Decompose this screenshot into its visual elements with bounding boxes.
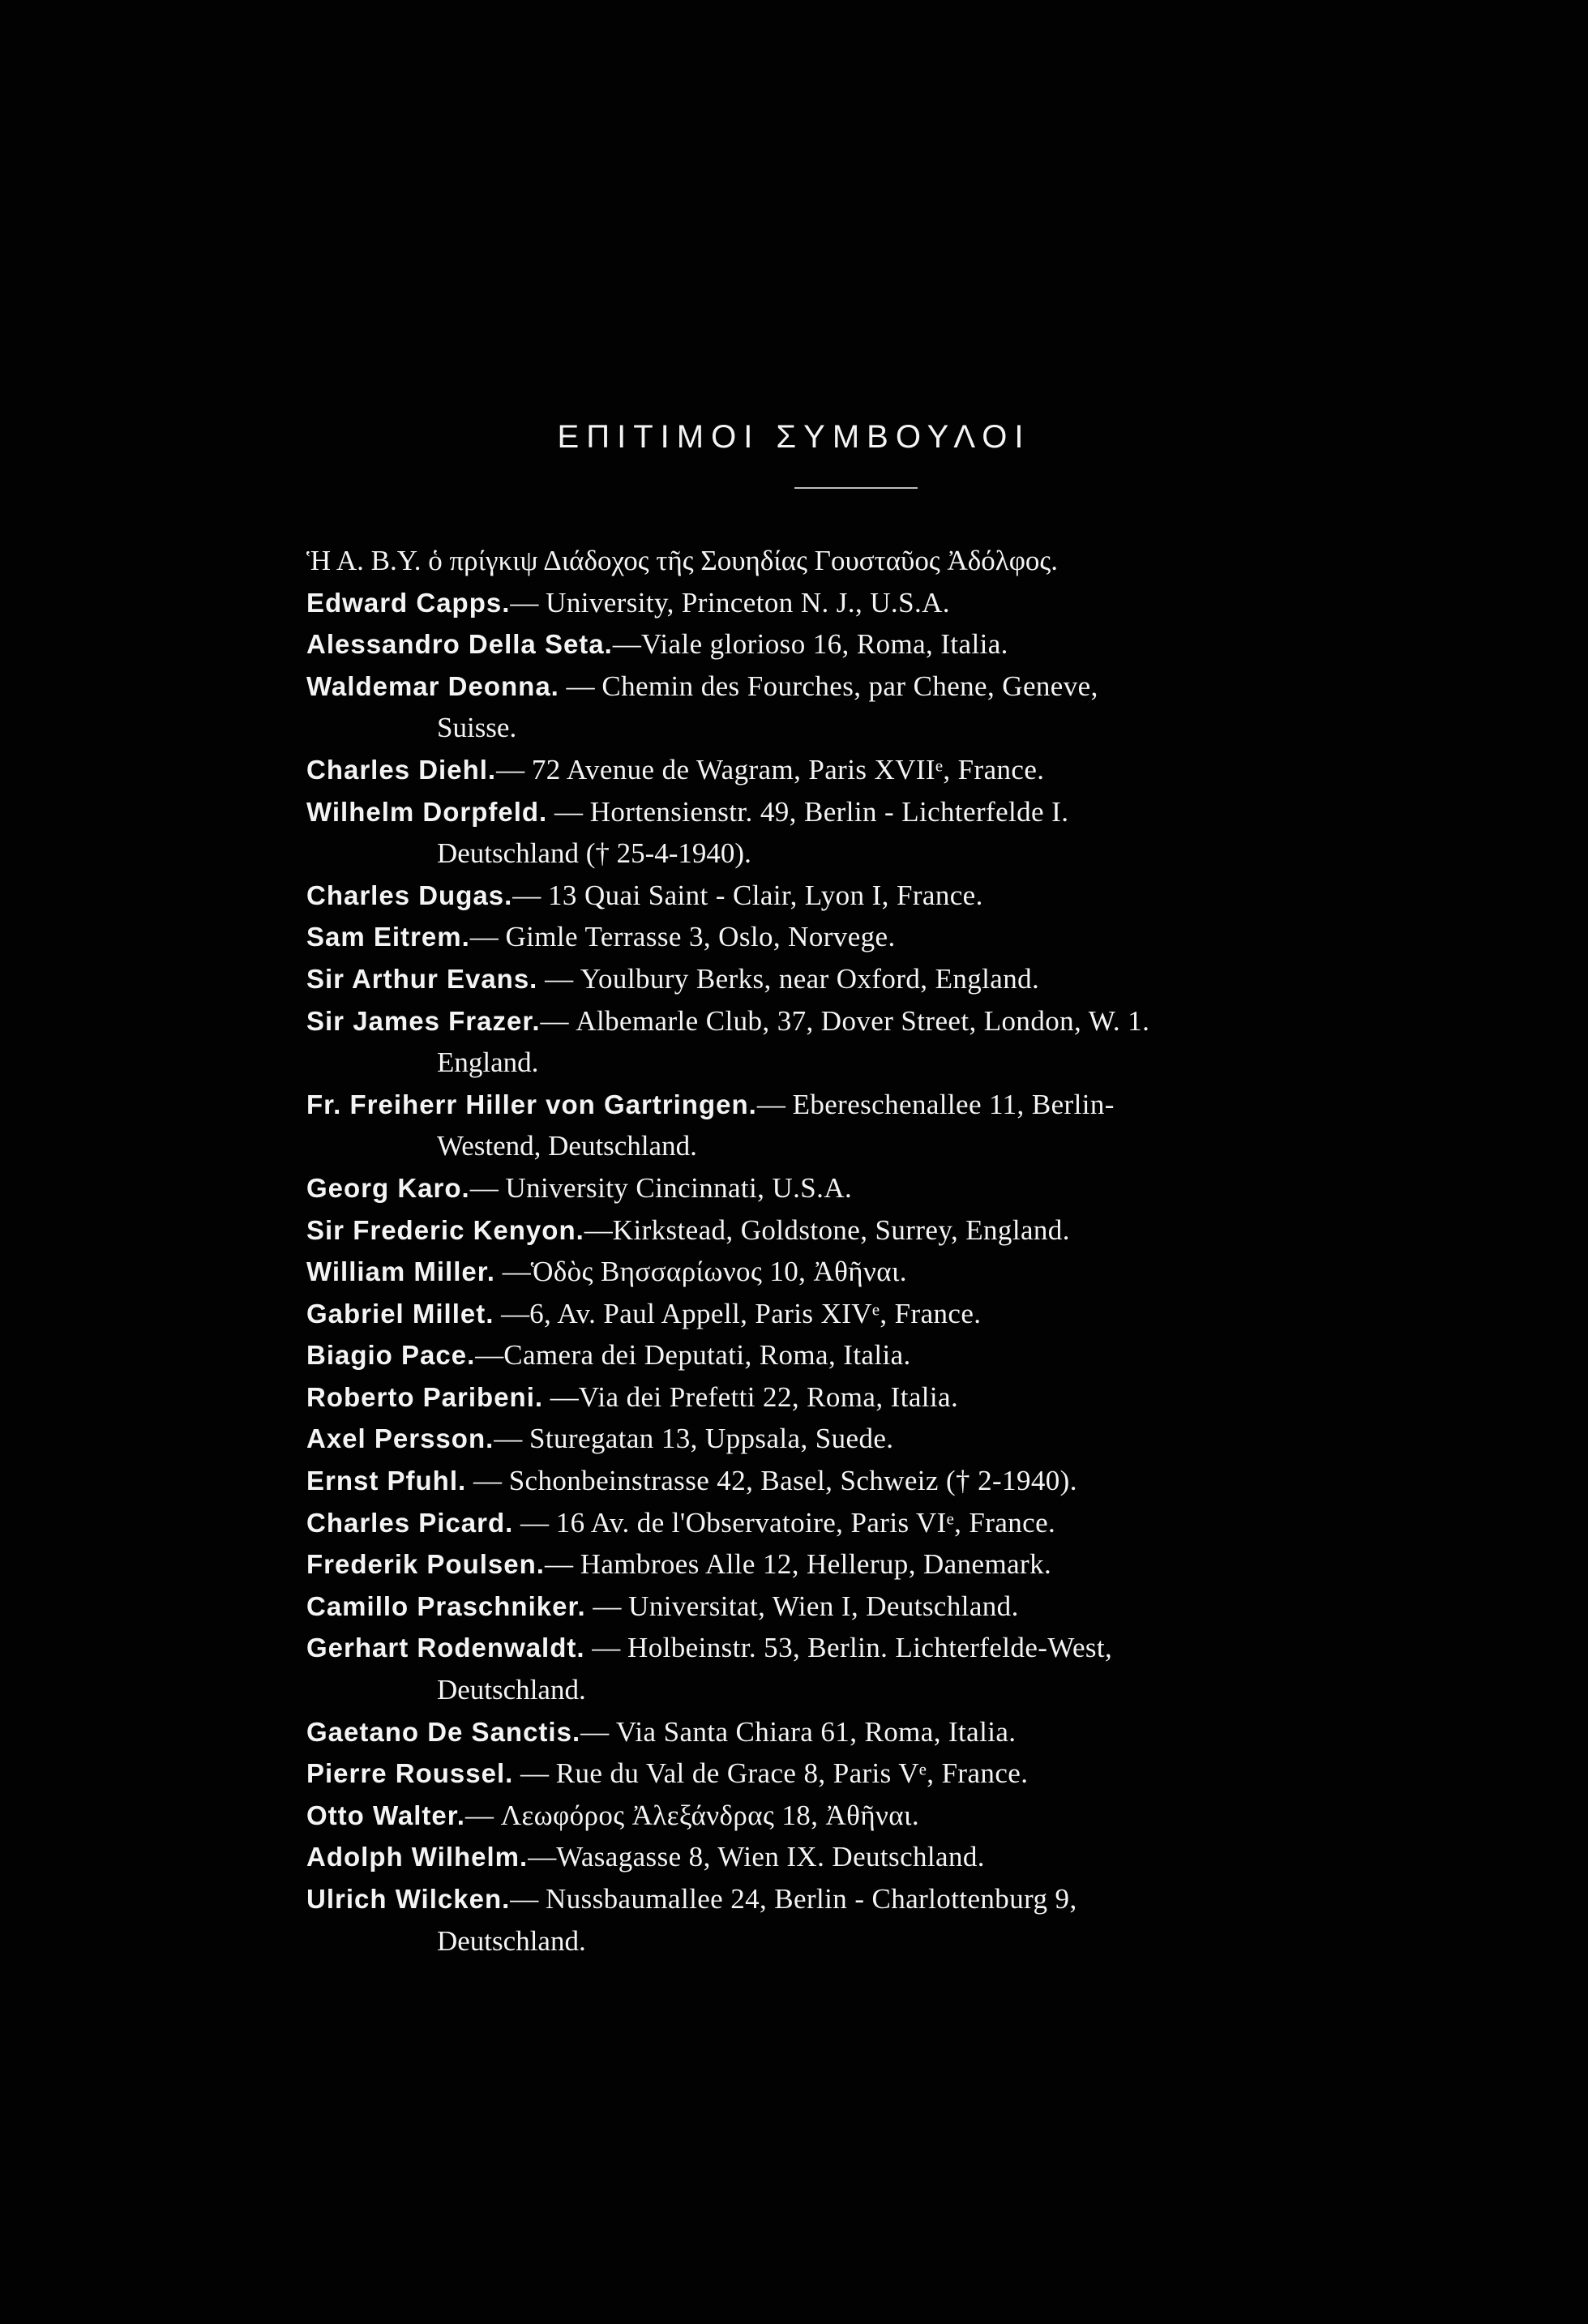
member-line xyxy=(306,1000,1385,1042)
member-entry xyxy=(306,1293,1385,1335)
member-address: Schonbeinstrasse 42, Basel, Schweiz († 2-1940). xyxy=(508,1465,1077,1497)
member-address: Gimle Terrasse 3, Oslo, Norvege. xyxy=(505,921,896,953)
member-line xyxy=(306,1836,1385,1878)
member-address: Universitat, Wien I, Deutschland. xyxy=(628,1590,1019,1622)
member-address-continuation: Deutschland. xyxy=(437,1674,586,1706)
member-separator: — xyxy=(585,1590,629,1622)
member-line xyxy=(306,791,1385,833)
member-separator: — xyxy=(756,1088,793,1120)
member-name: Axel Persson. xyxy=(306,1423,494,1454)
member-separator: — xyxy=(559,670,602,702)
member-line xyxy=(306,1167,1385,1209)
member-name: Adolph Wilhelm. xyxy=(306,1842,529,1872)
member-separator: — xyxy=(543,1380,579,1413)
member-separator: — xyxy=(466,1465,509,1497)
member-address: Via Santa Chiara 61, Roma, Italia. xyxy=(615,1715,1017,1748)
member-line xyxy=(306,623,1385,666)
member-address: Holbeinstr. 53, Berlin. Lichterfelde-West, xyxy=(627,1632,1113,1664)
member-separator: — xyxy=(512,879,548,911)
member-entry xyxy=(306,1251,1385,1293)
member-entry xyxy=(306,666,1385,749)
member-address-continuation: Westend, Deutschland. xyxy=(437,1130,697,1162)
member-separator: — xyxy=(528,1841,557,1873)
member-separator: — xyxy=(513,1506,556,1539)
member-entry xyxy=(306,1586,1385,1628)
member-address: Wasagasse 8, Wien IX. Deutschland. xyxy=(556,1841,985,1873)
member-name: Waldemar Deonna. xyxy=(306,670,559,701)
member-name: Charles Picard. xyxy=(306,1507,514,1538)
member-address-continuation: England. xyxy=(437,1046,539,1079)
member-address: Nussbaumallee 24, Berlin - Charlottenburg 9, xyxy=(546,1883,1077,1915)
member-address: 6, Av. Paul Appell, Paris XIVᵉ, France. xyxy=(529,1297,982,1329)
member-separator: — xyxy=(510,1883,546,1915)
member-line xyxy=(306,1251,1385,1293)
member-address-continuation: Deutschland. xyxy=(437,1924,586,1957)
member-name: Edward Capps. xyxy=(306,587,511,618)
member-name: William Miller. xyxy=(306,1256,495,1287)
member-address: Ebereschenallee 11, Berlin- xyxy=(792,1088,1115,1120)
member-separator: — xyxy=(494,1297,530,1329)
member-name: Sir Arthur Evans. xyxy=(306,963,538,994)
member-entry xyxy=(306,791,1385,875)
member-address: Hambroes Alle 12, Hellerup, Danemark. xyxy=(580,1548,1052,1581)
member-separator: — xyxy=(494,1423,530,1455)
member-entry xyxy=(306,1418,1385,1460)
member-separator: — xyxy=(496,753,532,785)
member-address: Kirkstead, Goldstone, Surrey, England. xyxy=(612,1213,1070,1246)
member-address: University Cincinnati, U.S.A. xyxy=(505,1171,853,1204)
member-separator: — xyxy=(547,795,590,828)
member-name: Pierre Roussel. xyxy=(306,1758,514,1789)
member-entry xyxy=(306,1711,1385,1753)
member-separator: — xyxy=(494,1256,531,1288)
member-line xyxy=(306,1795,1385,1837)
member-address: Albemarle Club, 37, Dover Street, London, W. 1. xyxy=(576,1004,1150,1037)
member-name: Charles Dugas. xyxy=(306,880,513,910)
member-line xyxy=(306,916,1385,958)
member-name: Otto Walter. xyxy=(306,1800,465,1830)
member-line xyxy=(306,1293,1385,1335)
member-line xyxy=(306,1084,1385,1126)
member-separator: — xyxy=(475,1339,504,1372)
member-line xyxy=(306,1334,1385,1376)
member-entry xyxy=(306,916,1385,958)
member-name: Ulrich Wilcken. xyxy=(306,1884,511,1914)
member-name: Sir Frederic Kenyon. xyxy=(306,1214,584,1245)
member-address: Chemin des Fourches, par Chene, Geneve, xyxy=(601,670,1098,702)
member-name: Ernst Pfuhl. xyxy=(306,1466,467,1496)
member-line xyxy=(306,1418,1385,1460)
member-address: Camera dei Deputati, Roma, Italia. xyxy=(503,1339,911,1372)
member-separator: — xyxy=(612,628,641,661)
member-address: 16 Av. de l'Observatoire, Paris VIᵉ, France. xyxy=(555,1506,1056,1539)
member-entry xyxy=(306,1878,1385,1962)
member-line xyxy=(306,1627,1385,1669)
member-entry xyxy=(306,582,1385,624)
member-line xyxy=(306,1460,1385,1502)
member-entry xyxy=(306,1000,1385,1084)
member-line xyxy=(306,1543,1385,1586)
member-name: Gabriel Millet. xyxy=(306,1298,494,1329)
member-line xyxy=(306,875,1385,917)
member-name: Sir James Frazer. xyxy=(306,1005,541,1036)
member-line xyxy=(306,1376,1385,1419)
member-separator: — xyxy=(544,1548,580,1581)
member-entry xyxy=(306,623,1385,666)
member-entry xyxy=(306,1836,1385,1878)
member-entry xyxy=(306,1167,1385,1209)
member-address: 72 Avenue de Wagram, Paris XVIIᵉ, France. xyxy=(531,753,1045,785)
member-name: Wilhelm Dorpfeld. xyxy=(306,796,548,827)
member-entry xyxy=(306,1209,1385,1252)
member-name: Camillo Praschniker. xyxy=(306,1590,586,1621)
member-entry xyxy=(306,1543,1385,1586)
member-entry xyxy=(306,540,1385,582)
member-line xyxy=(306,749,1385,791)
member-address: Via dei Prefetti 22, Roma, Italia. xyxy=(578,1380,959,1413)
member-line xyxy=(306,1753,1385,1795)
member-name: Roberto Paribeni. xyxy=(306,1381,544,1412)
members-list xyxy=(306,540,1385,1962)
member-separator: — xyxy=(537,962,580,995)
member-line xyxy=(306,958,1385,1000)
member-line xyxy=(306,1502,1385,1544)
member-address: Rue du Val de Grace 8, Paris Vᵉ, France. xyxy=(555,1757,1029,1790)
member-entry xyxy=(306,1795,1385,1837)
member-entry xyxy=(306,1460,1385,1502)
member-separator: — xyxy=(469,1171,506,1204)
member-separator: — xyxy=(469,921,506,953)
member-line xyxy=(306,1878,1385,1920)
member-entry xyxy=(306,1334,1385,1376)
member-address: Sturegatan 13, Uppsala, Suede. xyxy=(529,1423,894,1455)
member-separator: — xyxy=(464,1799,501,1831)
member-separator: — xyxy=(584,1632,628,1664)
member-name: Sam Eitrem. xyxy=(306,922,470,952)
member-entry xyxy=(306,1084,1385,1167)
member-separator: — xyxy=(513,1757,556,1790)
member-separator: — xyxy=(540,1004,576,1037)
member-address: Hortensienstr. 49, Berlin - Lichterfelde I. xyxy=(589,795,1069,828)
member-entry xyxy=(306,875,1385,917)
member-address: Λεωφόρος Ἀλεξάνδρας 18, Ἀθῆναι. xyxy=(500,1799,919,1831)
member-line xyxy=(306,1711,1385,1753)
member-line xyxy=(306,666,1385,708)
member-address-continuation: Deutschland († 25-4-1940). xyxy=(437,837,751,870)
member-name: Gerhart Rodenwaldt. xyxy=(306,1633,585,1663)
member-entry xyxy=(306,1376,1385,1419)
member-separator: — xyxy=(510,586,546,618)
member-address: Ὁδὸς Βησσαρίωνος 10, Ἀθῆναι. xyxy=(530,1256,907,1288)
member-line xyxy=(306,540,1385,582)
member-separator: — xyxy=(580,1715,616,1748)
member-name: Fr. Freiherr Hiller von Gartringen. xyxy=(306,1089,757,1119)
page-title: ΕΠΙΤΙΜΟΙ ΣΥΜΒΟΥΛΟΙ xyxy=(557,419,1031,455)
member-line xyxy=(306,1586,1385,1628)
member-entry xyxy=(306,1753,1385,1795)
title-rule xyxy=(794,487,918,489)
member-name: Frederik Poulsen. xyxy=(306,1549,545,1580)
member-separator: — xyxy=(584,1213,613,1246)
member-address: Viale glorioso 16, Roma, Italia. xyxy=(640,628,1008,661)
member-entry xyxy=(306,958,1385,1000)
member-name: Ἡ Α. Β.Υ. ὁ πρίγκιψ Διάδοχος τῆς Σουηδίας Γουσταῦος Ἀδόλφος. xyxy=(306,545,1059,576)
member-entry xyxy=(306,1627,1385,1710)
member-address: Youlbury Berks, near Oxford, England. xyxy=(580,962,1040,995)
member-line xyxy=(306,582,1385,624)
member-entry xyxy=(306,1502,1385,1544)
member-address: University, Princeton N. J., U.S.A. xyxy=(546,586,950,618)
member-address-continuation: Suisse. xyxy=(437,712,517,744)
member-name: Charles Diehl. xyxy=(306,754,497,785)
member-name: Alessandro Della Seta. xyxy=(306,629,613,660)
member-address: 13 Quai Saint - Clair, Lyon I, France. xyxy=(548,879,983,911)
member-name: Biagio Pace. xyxy=(306,1340,476,1371)
member-line xyxy=(306,1209,1385,1252)
member-name: Gaetano De Sanctis. xyxy=(306,1716,581,1747)
member-entry xyxy=(306,749,1385,791)
member-name: Georg Karo. xyxy=(306,1172,470,1203)
